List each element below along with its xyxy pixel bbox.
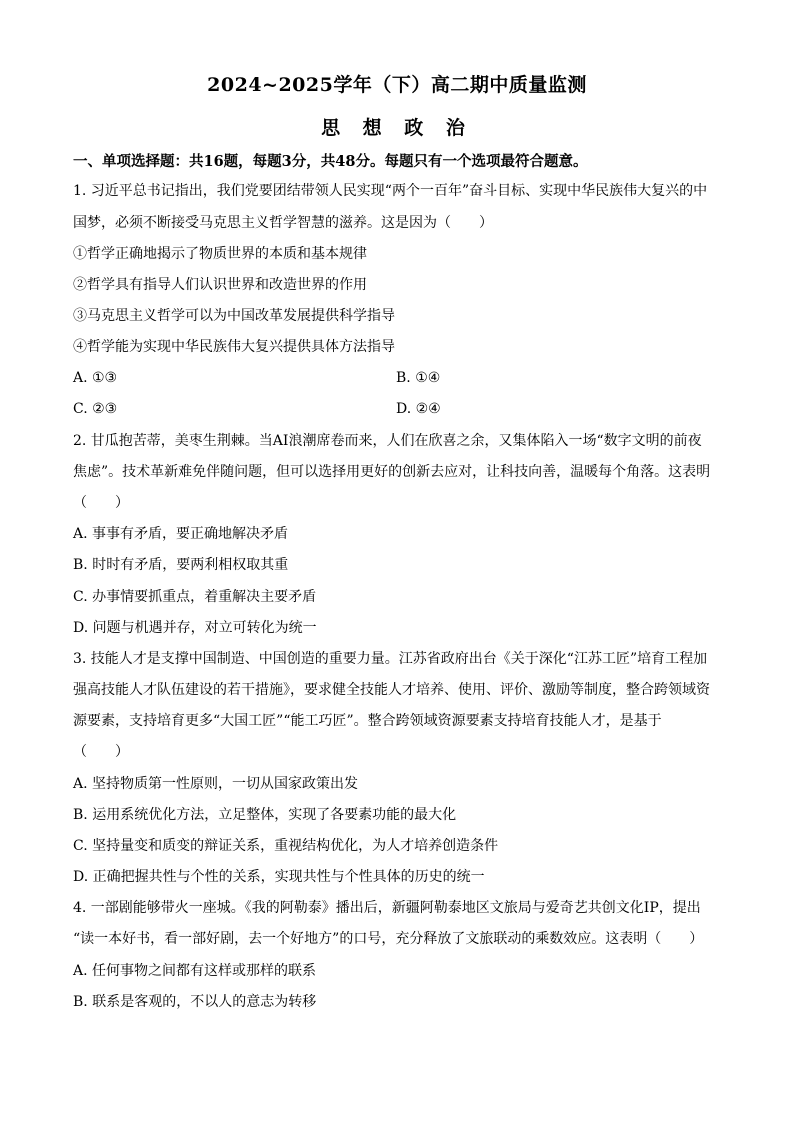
question-2-stem-line-3: （ ） <box>73 495 129 511</box>
question-3-stem-line-2: 强高技能人才队伍建设的若干措施》，要求健全技能人才培养、使用、评价、激励等制度，整合跨领域资 <box>73 682 710 698</box>
question-2-stem-line-1: 2. 甘瓜抱苦蒂，美枣生荆棘。当AI浪潮席卷而来，人们在欣喜之余，又集体陷入一场“数字文明的前夜 <box>73 433 702 449</box>
question-2-option-a: A. 事事有矛盾，要正确地解决矛盾 <box>73 526 289 542</box>
question-1-statement-3: ③马克思主义哲学可以为中国改革发展提供科学指导 <box>73 308 395 324</box>
question-1-stem-line-1: 1. 习近平总书记指出，我们党要团结带领人民实现“两个一百年”奋斗目标、实现中华民族伟大复兴的中 <box>73 183 708 199</box>
question-1-statement-2: ②哲学具有指导人们认识世界和改造世界的作用 <box>73 277 367 293</box>
question-2-option-b: B. 时时有矛盾，要两利相权取其重 <box>73 557 289 573</box>
question-2-stem-line-2: 焦虑”。技术革新难免伴随问题，但可以选择用更好的创新去应对，让科技向善，温暖每个角落。这表明 <box>73 464 711 480</box>
question-2-option-c: C. 办事情要抓重点，着重解决主要矛盾 <box>73 589 317 605</box>
question-4-stem-line-1: 4. 一部剧能够带火一座城。《我的阿勒泰》播出后，新疆阿勒泰地区文旅局与爱奇艺共创文化IP，提出 <box>73 900 701 916</box>
question-1-option-a: A. ①③ <box>73 370 118 386</box>
question-3-stem-line-1: 3. 技能人才是支撑中国制造、中国创造的重要力量。江苏省政府出台《关于深化“江苏工匠”培育工程加 <box>73 651 708 667</box>
question-1-option-c: C. ②③ <box>73 401 118 417</box>
question-3-stem-line-4: （ ） <box>73 744 129 760</box>
question-1-option-b: B. ①④ <box>396 370 441 386</box>
question-1-statement-4: ④哲学能为实现中华民族伟大复兴提供具体方法指导 <box>73 339 395 355</box>
question-3-option-b: B. 运用系统优化方法，立足整体，实现了各要素功能的最大化 <box>73 807 457 823</box>
question-1-stem-line-2: 国梦，必须不断接受马克思主义哲学智慧的滋养。这是因为（ ） <box>73 215 493 231</box>
question-3-option-a: A. 坚持物质第一性原则，一切从国家政策出发 <box>73 776 359 792</box>
question-2-option-d: D. 问题与机遇并存，对立可转化为统一 <box>73 620 317 636</box>
question-4-option-a: A. 任何事物之间都有这样或那样的联系 <box>73 963 317 979</box>
subject-title: 思 想 政 治 <box>321 117 473 139</box>
question-3-option-d: D. 正确把握共性与个性的关系，实现共性与个性具体的历史的统一 <box>73 869 485 885</box>
exam-title: 2024~2025学年（下）高二期中质量监测 <box>207 74 587 96</box>
question-1-option-d: D. ②④ <box>396 401 441 417</box>
question-3-option-c: C. 坚持量变和质变的辩证关系，重视结构优化，为人才培养创造条件 <box>73 838 499 854</box>
question-1-statement-1: ①哲学正确地揭示了物质世界的本质和基本规律 <box>73 246 367 262</box>
question-4-stem-line-2: “读一本好书，看一部好剧，去一个好地方”的口号，充分释放了文旅联动的乘数效应。这表明（ ） <box>73 931 704 947</box>
section-heading: 一、单项选择题：共16题，每题3分，共48分。每题只有一个选项最符合题意。 <box>73 153 588 170</box>
question-3-stem-line-3: 源要素，支持培育更多“大国工匠”“能工巧匠”。整合跨领域资源要素支持培育技能人才，是基于 <box>73 713 662 729</box>
question-4-option-b: B. 联系是客观的，不以人的意志为转移 <box>73 994 317 1010</box>
